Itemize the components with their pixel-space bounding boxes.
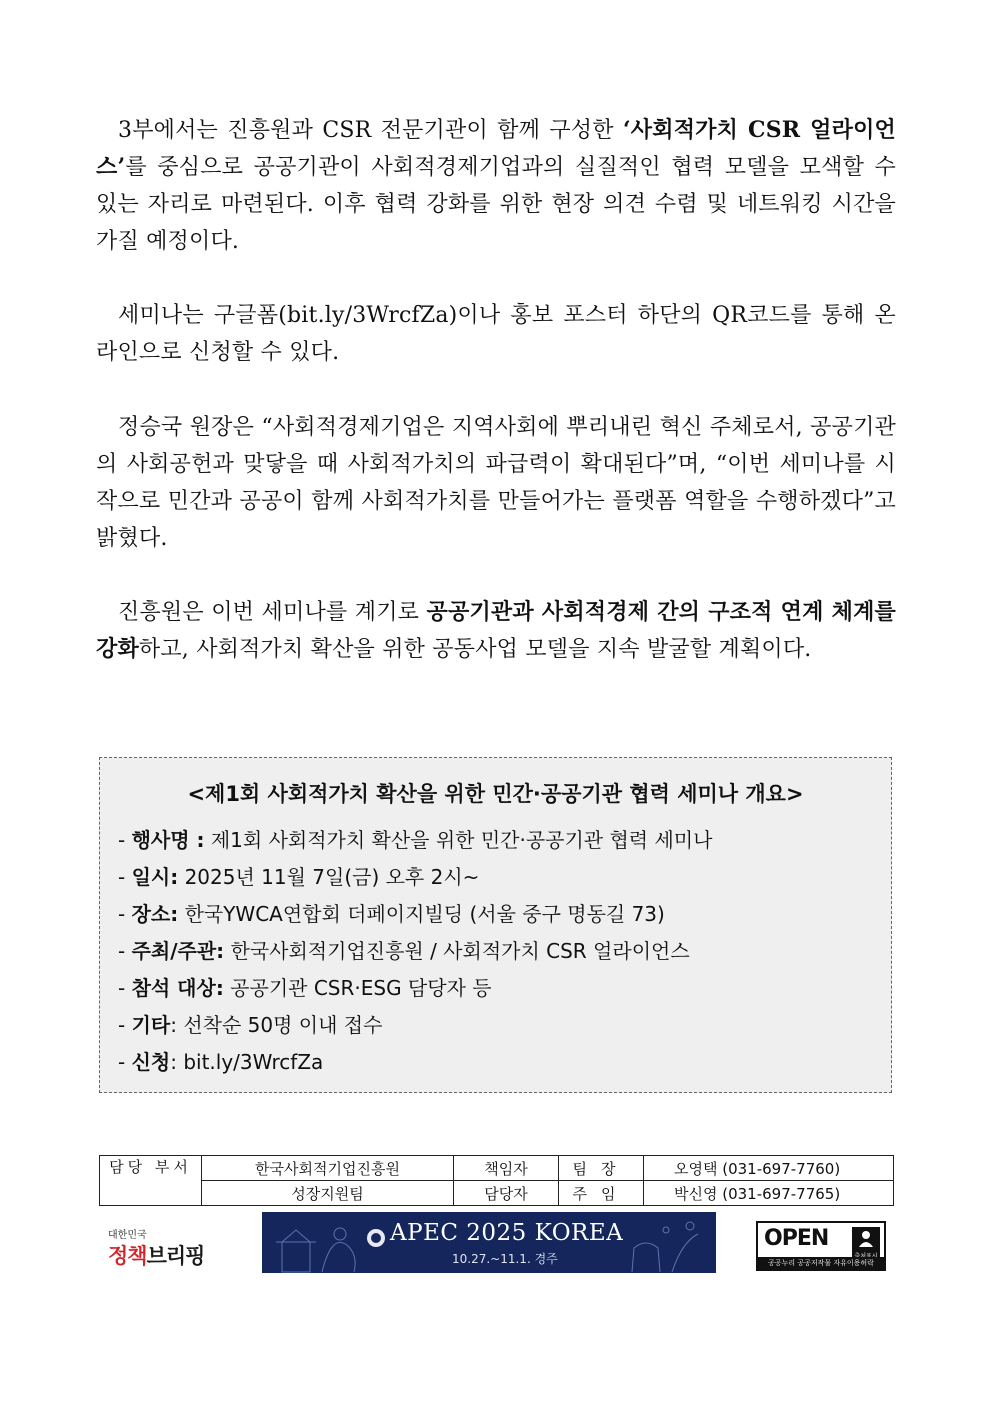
paragraph-alliance	[96, 112, 896, 260]
summary-key: 일시:	[131, 865, 179, 889]
seminar-summary-box	[99, 757, 892, 1093]
contact-person: 오영택 (031-697-7760)	[644, 1156, 894, 1181]
summary-key: 기타	[131, 1013, 171, 1037]
summary-item: - 일시: 2025년 11월 7일(금) 오후 2시~	[118, 865, 480, 889]
open-word: OPEN	[764, 1226, 829, 1251]
paragraph-quote	[96, 409, 896, 557]
paragraph-emphasis: ‘사회적가치 CSR 얼라이언스’	[96, 117, 896, 180]
summary-item: - 주최/주관: 한국사회적기업진흥원 / 사회적가치 CSR 얼라이언스	[118, 939, 690, 963]
apec-title: APEC 2025 KOREA	[390, 1220, 624, 1246]
paragraph-text: 진흥원은 이번 세미나를 계기로	[118, 600, 427, 625]
summary-key: 장소:	[131, 902, 179, 926]
contact-table	[99, 1155, 894, 1206]
logo-big-text: 정책브리핑	[108, 1244, 205, 1268]
summary-item: - 장소: 한국YWCA연합회 더페이지빌딩 (서울 중구 명동길 73)	[118, 902, 665, 926]
apec-banner[interactable]	[262, 1212, 716, 1273]
team-name: 성장지원팀	[202, 1181, 454, 1206]
contact-row	[100, 1181, 894, 1206]
summary-value: : 선착순 50명 이내 접수	[170, 1013, 383, 1037]
dept-label: 담당 부서	[100, 1156, 202, 1206]
paragraph-text: 정승국 원장은 “사회적경제기업은 지역사회에 뿌리내린 혁신 주체로서, 공공기관의 사회공헌과 맞닿을 때 사회적가치의 파급력이 확대된다”며, “이번 세미나를 시작으로 민간과 공공이 함께 사회적가치를 만들어가는 플랫폼 역할을 수행하겠다”고 밝혔다.	[96, 415, 896, 551]
summary-value: : bit.ly/3WrcfZa	[170, 1050, 324, 1074]
logo-small-text: 대한민국	[108, 1230, 147, 1241]
org-name: 한국사회적기업진흥원	[202, 1156, 454, 1181]
contact-person: 박신영 (031-697-7765)	[644, 1181, 894, 1206]
paragraph-emphasis: 공공기관과 사회적경제 간의 구조적 연계 체계를 강화	[96, 599, 896, 662]
person-icon	[852, 1227, 880, 1249]
paragraph-text: 하고, 사회적가치 확산을 위한 공동사업 모델을 지속 발굴할 계획이다.	[138, 637, 812, 662]
summary-item: - 참석 대상: 공공기관 CSR·ESG 담당자 등	[118, 976, 492, 1000]
paragraph-text: 를 중심으로 공공기관이 사회적경제기업과의 실질적인 협력 모델을 모색할 수 있는 자리로 마련된다. 이후 협력 강화를 위한 현장 의견 수렴 및 네트워킹 시간을 가질 예정이다.	[96, 155, 896, 254]
open-strip-text: 공공누리 공공저작물 자유이용허락	[758, 1257, 884, 1269]
contact-title: 주임	[559, 1181, 644, 1206]
paragraph-text: 3부에서는 진흥원과 CSR 전문기관이 함께 구성한	[118, 118, 623, 143]
contact-title: 팀장	[559, 1156, 644, 1181]
summary-value: 공공기관 CSR·ESG 담당자 등	[223, 976, 492, 1000]
summary-value: 한국사회적기업진흥원 / 사회적가치 CSR 얼라이언스	[224, 939, 690, 963]
contact-role: 담당자	[454, 1181, 559, 1206]
summary-item: - 행사명 : 제1회 사회적가치 확산을 위한 민간·공공기관 협력 세미나	[118, 828, 713, 852]
summary-value: 한국YWCA연합회 더페이지빌딩 (서울 중구 명동길 73)	[178, 902, 665, 926]
summary-key: 신청	[131, 1050, 171, 1074]
paragraph-plan	[96, 594, 896, 668]
summary-value: 제1회 사회적가치 확산을 위한 민간·공공기관 협력 세미나	[204, 828, 713, 852]
summary-list	[118, 822, 881, 1081]
attribution-badge-icon	[852, 1227, 880, 1257]
paragraph-registration	[96, 297, 896, 371]
policy-briefing-logo[interactable]	[108, 1226, 218, 1272]
summary-title: <제1회 사회적가치 확산을 위한 민간·공공기관 협력 세미나 개요>	[187, 782, 804, 806]
apec-dates: 10.27.~11.1. 경주	[452, 1252, 558, 1266]
summary-value: 2025년 11월 7일(금) 오후 2시~	[178, 865, 480, 889]
kogl-open-license-logo[interactable]	[756, 1221, 886, 1271]
contact-row	[100, 1156, 894, 1181]
summary-item: - 신청: bit.ly/3WrcfZa	[118, 1050, 324, 1074]
summary-item: - 기타: 선착순 50명 이내 접수	[118, 1013, 383, 1037]
paragraph-text: 세미나는 구글폼(bit.ly/3WrcfZa)이나 홍보 포스터 하단의 QR코드를 통해 온라인으로 신청할 수 있다.	[96, 303, 896, 365]
summary-key: 참석 대상:	[131, 976, 224, 1000]
summary-key: 행사명 :	[131, 828, 205, 852]
summary-key: 주최/주관:	[131, 939, 225, 963]
contact-role: 책임자	[454, 1156, 559, 1181]
